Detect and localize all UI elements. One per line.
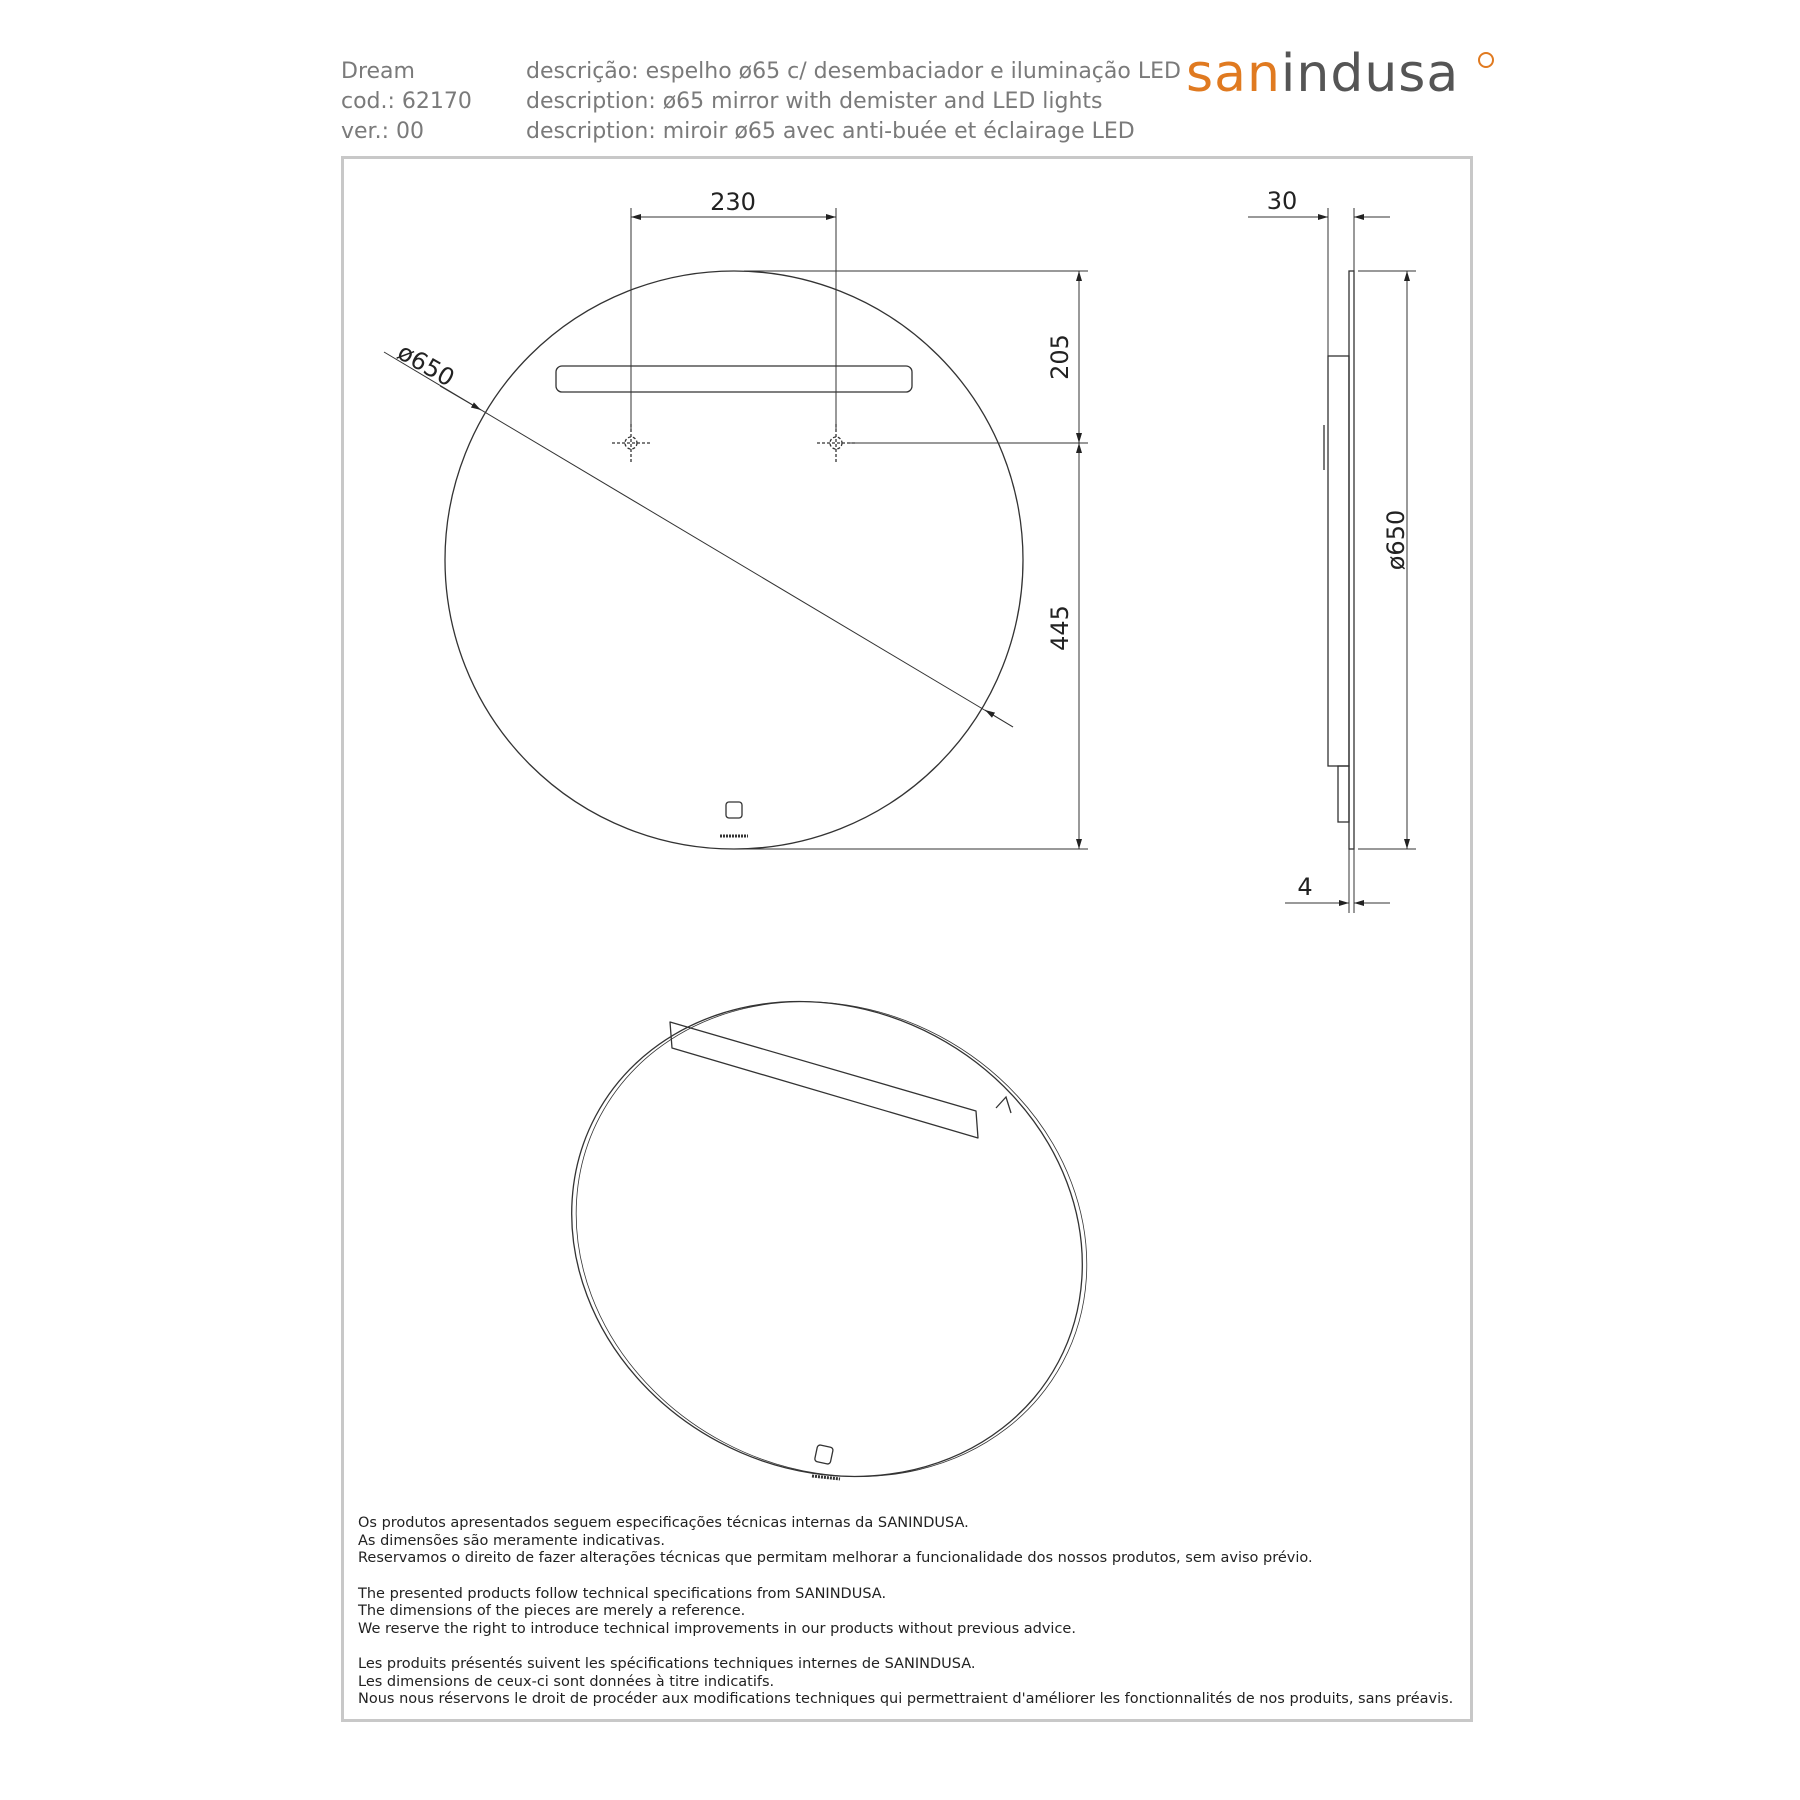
- notes-en: The presented products follow technical specifications from SANINDUSA. The dimensions of the pieces are merely a reference. We reserve the right to introduce technical improvements in our products without previous advice.: [358, 1585, 1076, 1637]
- touch-switch-perspective-icon: [814, 1445, 833, 1465]
- dim-30-label: 30: [1266, 187, 1298, 215]
- notes-pt: Os produtos apresentados seguem especificações técnicas internas da SANINDUSA. As dimensões são meramente indicativas. Reservamos o direito de fazer alterações técnicas que permitam melhorar a funcionalidade dos nossos produtos, sem aviso prévio.: [358, 1515, 1313, 1566]
- sanindusa-logo: sanindusa: [1186, 44, 1460, 104]
- mount-bracket-perspective: [996, 1097, 1011, 1113]
- dim-diameter-side-label: ø650: [1382, 509, 1410, 571]
- legal-notes: [358, 1515, 1453, 1727]
- dim-4-label: 4: [1297, 873, 1313, 901]
- switch-box-side: [1338, 766, 1349, 822]
- led-strip-perspective: [670, 1022, 978, 1138]
- dim-205-label: 205: [1046, 334, 1074, 380]
- product-code: cod.: 62170: [341, 89, 472, 114]
- product-name: Dream: [341, 59, 415, 84]
- front-view: [384, 208, 1088, 849]
- dim-445-label: 445: [1046, 605, 1074, 651]
- mirror-outline-front: [445, 271, 1023, 849]
- notes-fr: Les produits présentés suivent les spécifications techniques internes de SANINDUSA. Les dimensions de ceux-ci sont données à titre indicatifs. Nous nous réservons le droit de procéder aux modifications techniques qui permettraient d'améliorer les fonctionnalités de nos produits, sans préavis.: [358, 1656, 1454, 1707]
- dim-diameter-front-label: ø650: [392, 337, 460, 393]
- mirror-outline-perspective: [488, 913, 1167, 1565]
- front-view-labels: [393, 188, 1074, 651]
- description-fr: description: miroir ø65 avec anti-buée et éclairage LED: [526, 119, 1135, 144]
- led-strip-front: [556, 366, 912, 392]
- product-version: ver.: 00: [341, 119, 424, 144]
- mirror-body-side: [1328, 356, 1349, 766]
- description-en: description: ø65 mirror with demister and LED lights: [526, 89, 1103, 114]
- touch-switch-icon: [726, 802, 742, 818]
- perspective-view: [488, 911, 1171, 1567]
- description-pt: descrição: espelho ø65 c/ desembaciador e iluminação LED: [526, 59, 1181, 84]
- mirror-glass-side: [1349, 271, 1354, 849]
- dim-230-label: 230: [710, 188, 756, 216]
